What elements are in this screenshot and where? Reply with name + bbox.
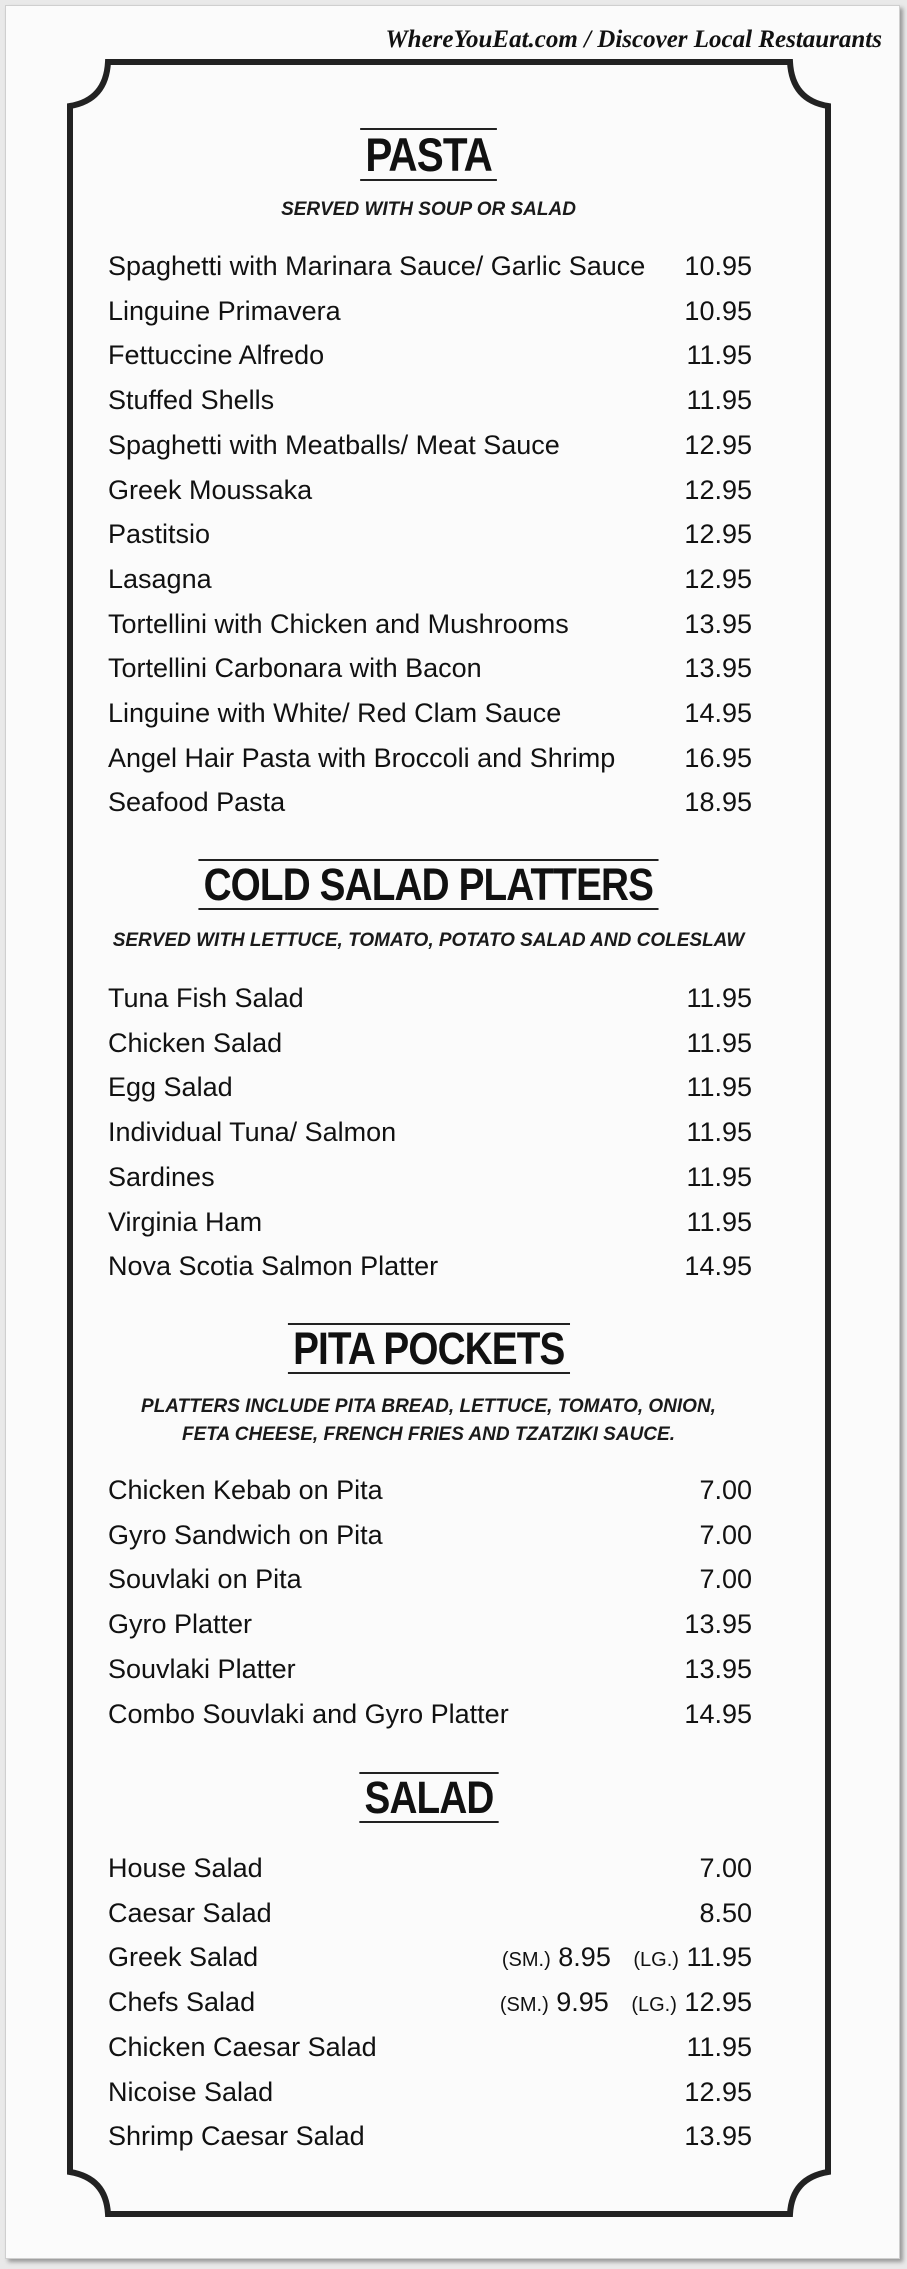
menu-item-name: Greek Moussaka [108,474,313,505]
size-label-large: (LG.) [631,1994,677,2017]
menu-item-price: 13.95 [684,608,752,639]
menu-item-name: Chicken Salad [108,1027,283,1058]
menu-item [105,1112,752,1152]
menu-item-name: Chicken Kebab on Pita [108,1475,383,1505]
menu-item-name: Linguine Primavera [108,295,341,326]
menu-item-name: Spaghetti with Marinara Sauce/ Garlic Sauce [108,251,646,281]
menu-item-price: 11.95 [686,983,752,1013]
menu-item-name: Virginia Ham [108,1206,263,1237]
menu-item-price: 12.95 [684,519,752,550]
menu-item-name: Combo Souvlaki and Gyro Platter [108,1698,509,1729]
menu-item-price: 11.95 [686,1117,752,1148]
menu-item-price: 12.95 [684,2076,752,2107]
menu-item-name: Souvlaki Platter [108,1653,296,1684]
menu-item-price: 11.95 [686,1206,752,1237]
section-subtitle: FETA CHEESE, FRENCH FRIES AND TZATZIKI SAUCE. [182,1424,675,1445]
menu-item [105,514,752,554]
menu-item-name: Linguine with White/ Red Clam Sauce [108,698,562,728]
menu-item-name: Greek Salad [108,1942,259,1973]
menu-item-price: 7.00 [699,1519,752,1550]
price-large: 11.95 [686,1942,752,1973]
menu-item-name: Chicken Caesar Salad [108,2031,377,2062]
section-subtitle: SERVED WITH SOUP OR SALAD [281,199,576,220]
size-label-large: (LG.) [633,1949,679,1972]
menu-item-price: 13.95 [684,1609,752,1640]
menu-item-name: Nicoise Salad [108,2076,274,2107]
menu-item [105,1604,752,1644]
menu-item-price: 10.95 [684,251,752,281]
menu-item [105,2027,752,2067]
menu-item-name: Spaghetti with Meatballs/ Meat Sauce [108,429,560,460]
size-label-small: (SM.) [501,1949,551,1972]
menu-item-price: 7.00 [699,1564,752,1595]
menu-item-price: 11.95 [686,1072,752,1103]
menu-item [105,291,752,331]
menu-item [105,1694,752,1734]
menu-item-name: Egg Salad [108,1072,233,1103]
menu-item-price: 7.00 [699,1853,752,1883]
menu-item-price: 14.95 [684,698,752,728]
menu-item-price: 14.95 [684,1698,752,1729]
menu-item-name: Tuna Fish Salad [108,983,304,1013]
menu-item [105,1893,752,1933]
menu-item [105,2072,752,2112]
menu-item-name: Seafood Pasta [108,787,286,818]
menu-item-name: Chefs Salad [108,1987,256,2018]
section-title: COLD SALAD PLATTERS [199,859,659,910]
menu-item-name: Shrimp Caesar Salad [108,2121,365,2152]
menu-item [105,1246,752,1286]
menu-item-price: 13.95 [684,1653,752,1684]
menu-item-price: 8.50 [699,1897,752,1928]
menu-item-price: 13.95 [684,2121,752,2152]
menu-item-price: 11.95 [686,1027,752,1058]
menu-item-name: Stuffed Shells [108,385,275,416]
menu-item-price: 18.95 [684,787,752,818]
menu-item-price: 11.95 [686,2031,752,2062]
menu-item [105,738,752,778]
menu-item-price: 12.95 [684,563,752,594]
menu-item [105,1649,752,1689]
menu-item-price [502,1937,752,1980]
menu-item [105,1067,752,1107]
menu-item-name: Nova Scotia Salmon Platter [108,1251,439,1282]
menu-item-name: Tortellini with Chicken and Mushrooms [108,608,569,639]
menu-item [105,559,752,599]
section-subtitle: PLATTERS INCLUDE PITA BREAD, LETTUCE, TOMATO, ONION, [141,1396,716,1417]
menu-item [105,1023,752,1063]
section-subtitle: SERVED WITH LETTUCE, TOMATO, POTATO SALAD AND COLESLAW [112,930,745,951]
menu-item [105,2116,752,2156]
menu-item [105,978,752,1018]
section-title: SALAD [359,1772,498,1823]
menu-item-price: 12.95 [684,474,752,505]
menu-item [105,425,752,465]
menu-item-price: 16.95 [684,742,752,773]
menu-item [105,693,752,733]
menu-item-price: 11.95 [686,1161,752,1192]
section-title: PASTA [360,128,497,181]
menu-item-price: 7.00 [699,1475,752,1505]
menu-item [105,335,752,375]
menu-item [105,1157,752,1197]
menu-item-price: 10.95 [684,295,752,326]
menu-item [105,1937,752,1977]
menu-item-name: Sardines [108,1161,215,1192]
menu-item [105,1202,752,1242]
menu-item-name: House Salad [108,1853,263,1883]
menu-item [105,1848,752,1888]
price-small: 8.95 [558,1942,611,1973]
menu-item-name: Souvlaki on Pita [108,1564,302,1595]
menu-item-name: Gyro Sandwich on Pita [108,1519,383,1550]
site-banner: WhereYouEat.com / Discover Local Restaurants [385,26,882,53]
menu-item-name: Tortellini Carbonara with Bacon [108,653,482,684]
menu-item [105,1470,752,1510]
menu-item-price: 13.95 [684,653,752,684]
menu-item [105,1982,752,2022]
menu-item-price: 11.95 [686,340,752,371]
menu-item [105,604,752,644]
menu-item-name: Pastitsio [108,519,211,550]
menu-item [105,470,752,510]
menu-item [105,782,752,822]
menu-item [105,1515,752,1555]
menu-item-name: Gyro Platter [108,1609,253,1640]
menu-item-name: Fettuccine Alfredo [108,340,325,371]
menu-item-price: 11.95 [686,385,752,416]
menu-item [105,1559,752,1599]
menu-item [105,648,752,688]
menu-item-name: Individual Tuna/ Salmon [108,1117,397,1148]
menu-item-price: 12.95 [684,429,752,460]
menu-item-name: Lasagna [108,563,212,594]
menu-item-name: Caesar Salad [108,1897,272,1928]
price-large: 12.95 [684,1987,752,2018]
size-label-small: (SM.) [499,1994,549,2017]
menu-item-name: Angel Hair Pasta with Broccoli and Shrimp [108,742,616,773]
price-small: 9.95 [556,1987,609,2018]
section-title: PITA POCKETS [288,1323,570,1374]
menu-item [105,380,752,420]
menu-item [105,246,752,286]
menu-item-price: 14.95 [684,1251,752,1282]
menu-item-price [500,1982,752,2025]
